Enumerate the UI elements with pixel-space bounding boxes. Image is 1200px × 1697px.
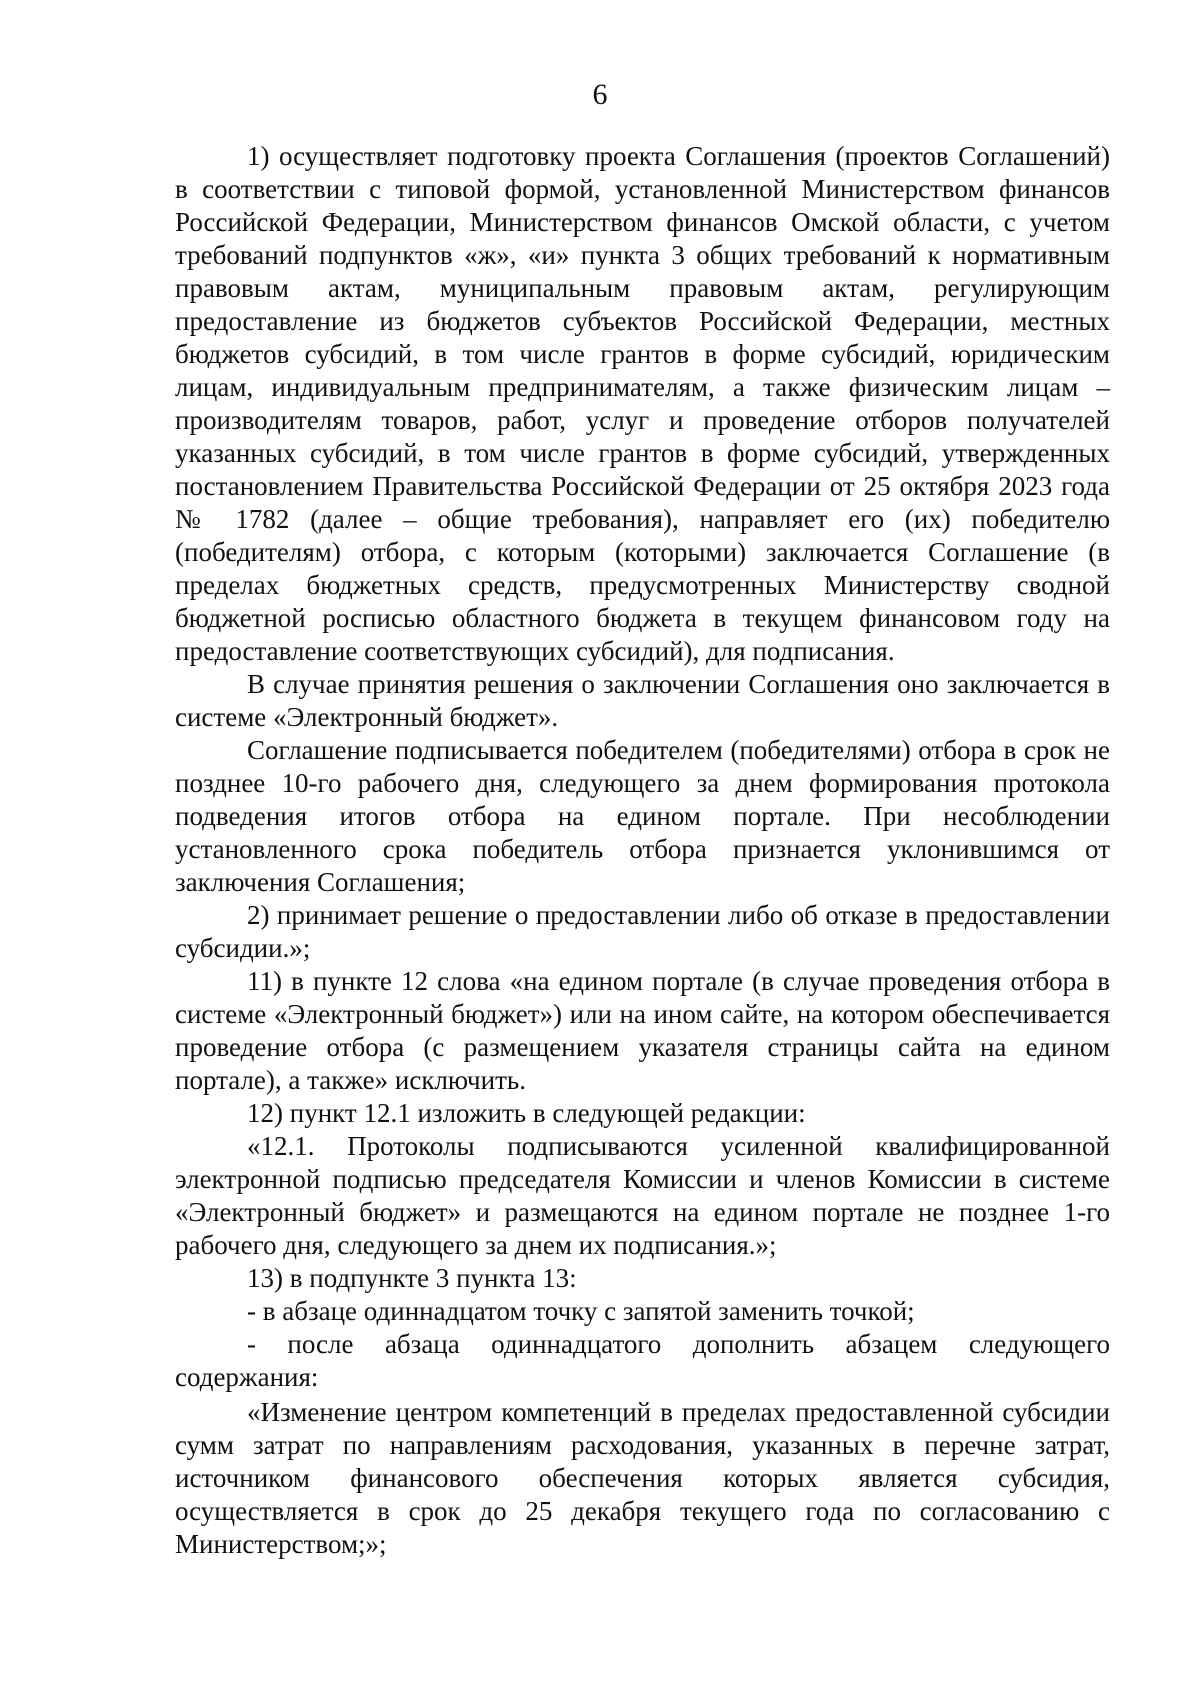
paragraph-agreement-system: В случае принятия решения о заключении Соглашения оно заключается в системе «Электронный бюджет». <box>175 669 1110 732</box>
paragraph-item-13: 13) в подпункте 3 пункта 13: <box>247 1263 577 1293</box>
page-number: 6 <box>592 78 608 111</box>
paragraph-subitem-2: 2) принимает решение о предоставлении либо об отказе в предоставлении субсидии.»; <box>175 900 1110 963</box>
document-body <box>175 140 1110 1561</box>
paragraph-subitem-1: 1) осуществляет подготовку проекта Соглашения (проектов Соглашений) в соответствии с типовой формой, установленной Министерством финансов Российской Федерации, Министерством финансов Омской области, с учетом требований подпунктов «ж», «и» пункта 3 общих требований к нормативным правовым актам, муниципальным правовым актам, регулирующим предоставление из бюджетов субъектов Российской Федерации, местных бюджетов субсидий, в том числе грантов в форме субсидий, юридическим лицам, индивидуальным предпринимателям, а также физическим лицам – производителям товаров, работ, услуг и проведение отборов получателей указанных субсидий, в том числе грантов в форме субсидий, утвержденных постановлением Правительства Российской Федерации от 25 октября 2023 года № 1782 (далее – общие требования), направляет его (их) победителю (победителям) отбора, с которым (которыми) заключается Соглашение (в пределах бюджетных средств, предусмотренных Министерству сводной бюджетной росписью областного бюджета в текущем финансовом году на предоставление соответствующих субсидий), для подписания. <box>175 141 1110 666</box>
paragraph-item-12-1-text: «12.1. Протоколы подписываются усиленной квалифицированной электронной подписью председателя Комиссии и членов Комиссии в системе «Электронный бюджет» и размещаются на едином портале не позднее 1-го рабочего дня, следующего за днем их подписания.»; <box>175 1131 1110 1260</box>
paragraph-new-abstract: «Изменение центром компетенций в пределах предоставленной субсидии сумм затрат по направлениям расходования, указанных в перечне затрат, источником финансового обеспечения которых является субсидия, осуществляется в срок до 25 декабря текущего года по согласованию с Министерством;»; <box>175 1397 1110 1559</box>
paragraph-item-12: 12) пункт 12.1 изложить в следующей редакции: <box>247 1098 806 1128</box>
paragraph-item-13-dash-1: - в абзаце одиннадцатом точку с запятой заменить точкой; <box>247 1296 915 1326</box>
paragraph-item-13-dash-2: - после абзаца одиннадцатого дополнить абзацем следующего содержания: <box>175 1329 1110 1392</box>
paragraph-item-11: 11) в пункте 12 слова «на едином портале (в случае проведения отбора в системе «Электронный бюджет») или на ином сайте, на котором обеспечивается проведение отбора (с размещением указателя страницы сайта на едином портале), а также» исключить. <box>175 966 1110 1095</box>
paragraph-agreement-signing: Соглашение подписывается победителем (победителями) отбора в срок не позднее 10-го рабочего дня, следующего за днем формирования протокола подведения итогов отбора на едином портале. При несоблюдении установленного срока победитель отбора признается уклонившимся от заключения Соглашения; <box>175 735 1110 897</box>
